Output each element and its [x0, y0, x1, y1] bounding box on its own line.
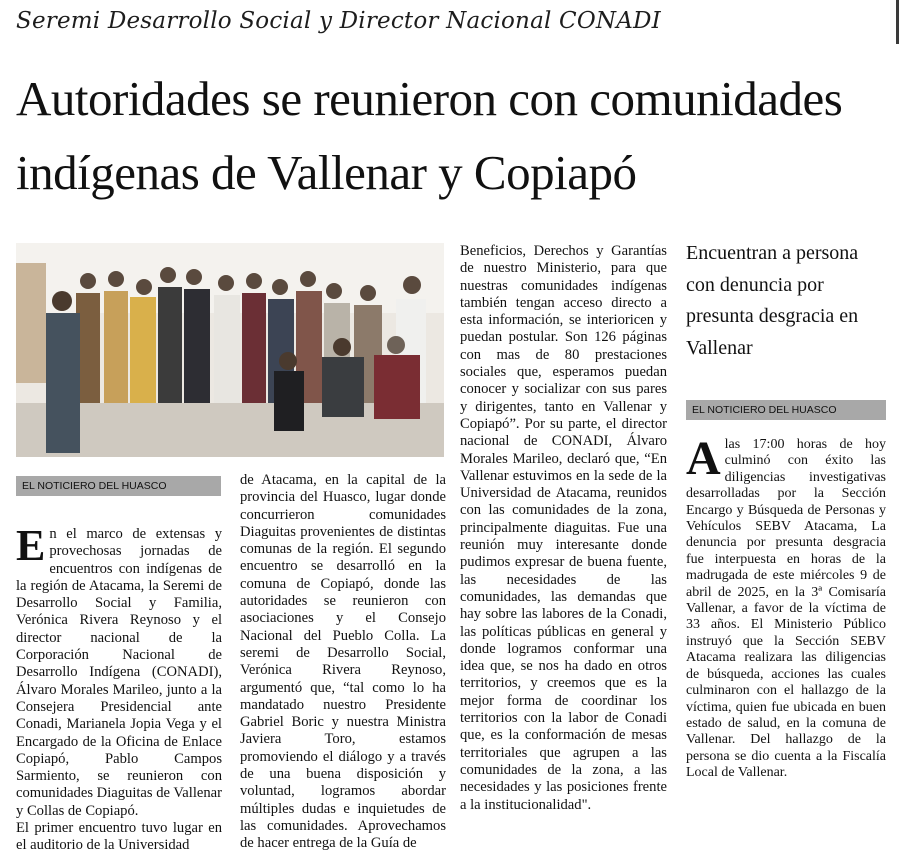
col3-paragraph-1: Beneficios, Derechos y Garantías de nuestro Ministerio, para que nuestras comunidades indígenas también tengan acceso directo a esta información, se interioricen y puedan postular. Son 126 páginas con mas de 80 prestaciones sociales que, esperamos puedan conocer y socializar con sus pares y dirigentes, tanto en Vallenar y Copiapó”. Por su parte, el director nacional de CONADI, Álvaro Morales Marileo, declaró que, “En Vallenar estuvimos en la sede de la Universidad de Atacama, reunidos con las comunidades de la zona, principalmente diaguitas. Fue una reunión muy interesante donde pudimos expresar de buena fuente, las necesidades de las comunidades, las demandas que hay sobre las labores de la Conadi, las políticas públicas en general y donde logramos conformar una idea que, se nos ha dado en otros territorios, y creemos que es la mejor forma de coordinar los territorios con la labor de Conadi que, es la conformación de mesas territoriales que agrupen a las comunidades de la zona, a las necesidades y las posiciones frente a la institucionalidad".: [460, 243, 667, 813]
group-photo: [16, 243, 444, 457]
article-column-1: [16, 521, 223, 855]
article-column-3: [460, 243, 667, 814]
col1-paragraph-2: El primer encuentro tuvo lugar en el auditorio de la Universidad: [16, 820, 222, 854]
group-photo-icon: [16, 243, 444, 457]
page-edge-rule: [896, 0, 899, 44]
section-label-main: EL NOTICIERO DEL HUASCO: [16, 476, 221, 496]
col1-paragraph-1: n el marco de extensas y provechosas jornadas de encuentros con indígenas de la región de Atacama, la Seremi de Desarrollo Social y Familia, Verónica Rivera Reynoso y el director nacional de la Corporación Nacional de Desarrollo Indígena (CONADI), Álvaro Morales Marileo, junto a la Consejera Presidencial ante Conadi, Marianela Jopia Vega y el Encargado de la Oficina de Enlace Copiapó, Pablo Campos Sarmiento, se reunieron con comunidades Diaguitas de Vallenar y Collas de Copiapó.: [16, 526, 223, 819]
side-paragraph-1: las 17:00 horas de hoy culminó con éxito las diligencias investigativas desarrolladas por la Sección Encargo y Búsqueda de Personas y Vehículos SEBV Atacama, La denuncia por presunta desgracia fue interpuesta en horas de la madrugada de este miércoles 9 de abril de 2025, en la 3ª Comisaría Vallenar, a favor de la víctima de 33 años. El Ministerio Público instruyó que la Sección SEBV Atacama realizara las diligencias de búsqueda, acciones las cuales culminaron con el hallazgo de la víctima, quien fue ubicada en buen estado de salud, en la comuna de Vallenar. Del hallazgo de la persona se dio cuenta a la Fiscalía Local de Vallenar.: [686, 437, 886, 781]
side-dropcap: A: [686, 432, 721, 485]
article-headline: Autoridades se reunieron con comunidades indígenas de Vallenar y Copiapó: [16, 71, 843, 200]
dropcap: E: [16, 521, 46, 570]
side-article-title: Encuentran a persona con denuncia por presunta desgracia en Vallenar: [686, 242, 859, 359]
section-label-side: EL NOTICIERO DEL HUASCO: [686, 400, 886, 420]
col2-paragraph-1: de Atacama, en la capital de la provincia del Huasco, lugar donde concurrieron comunidades Diaguitas provenientes de distintas comunas de la región. El segundo encuentro se desarrolló en la comuna de Copiapó, donde las autoridades se reunieron con asociaciones y el Consejo Nacional del Pueblo Colla. La seremi de Desarrollo Social, Verónica Rivera Reynoso, argumentó que, “tal como lo ha mandatado nuestro Presidente Gabriel Boric y nuestra Ministra Javiera Toro, estamos promoviendo el diálogo y a través de una buena disposición y voluntad, logramos abordar múltiples dudas e inquietudes de las comunidades. Aprovechamos de hacer entrega de la Guía de: [240, 472, 446, 852]
article-column-2: [240, 472, 446, 853]
article-kicker: Seremi Desarrollo Social y Director Nacional CONADI: [16, 8, 661, 34]
side-article-body: [686, 432, 886, 782]
